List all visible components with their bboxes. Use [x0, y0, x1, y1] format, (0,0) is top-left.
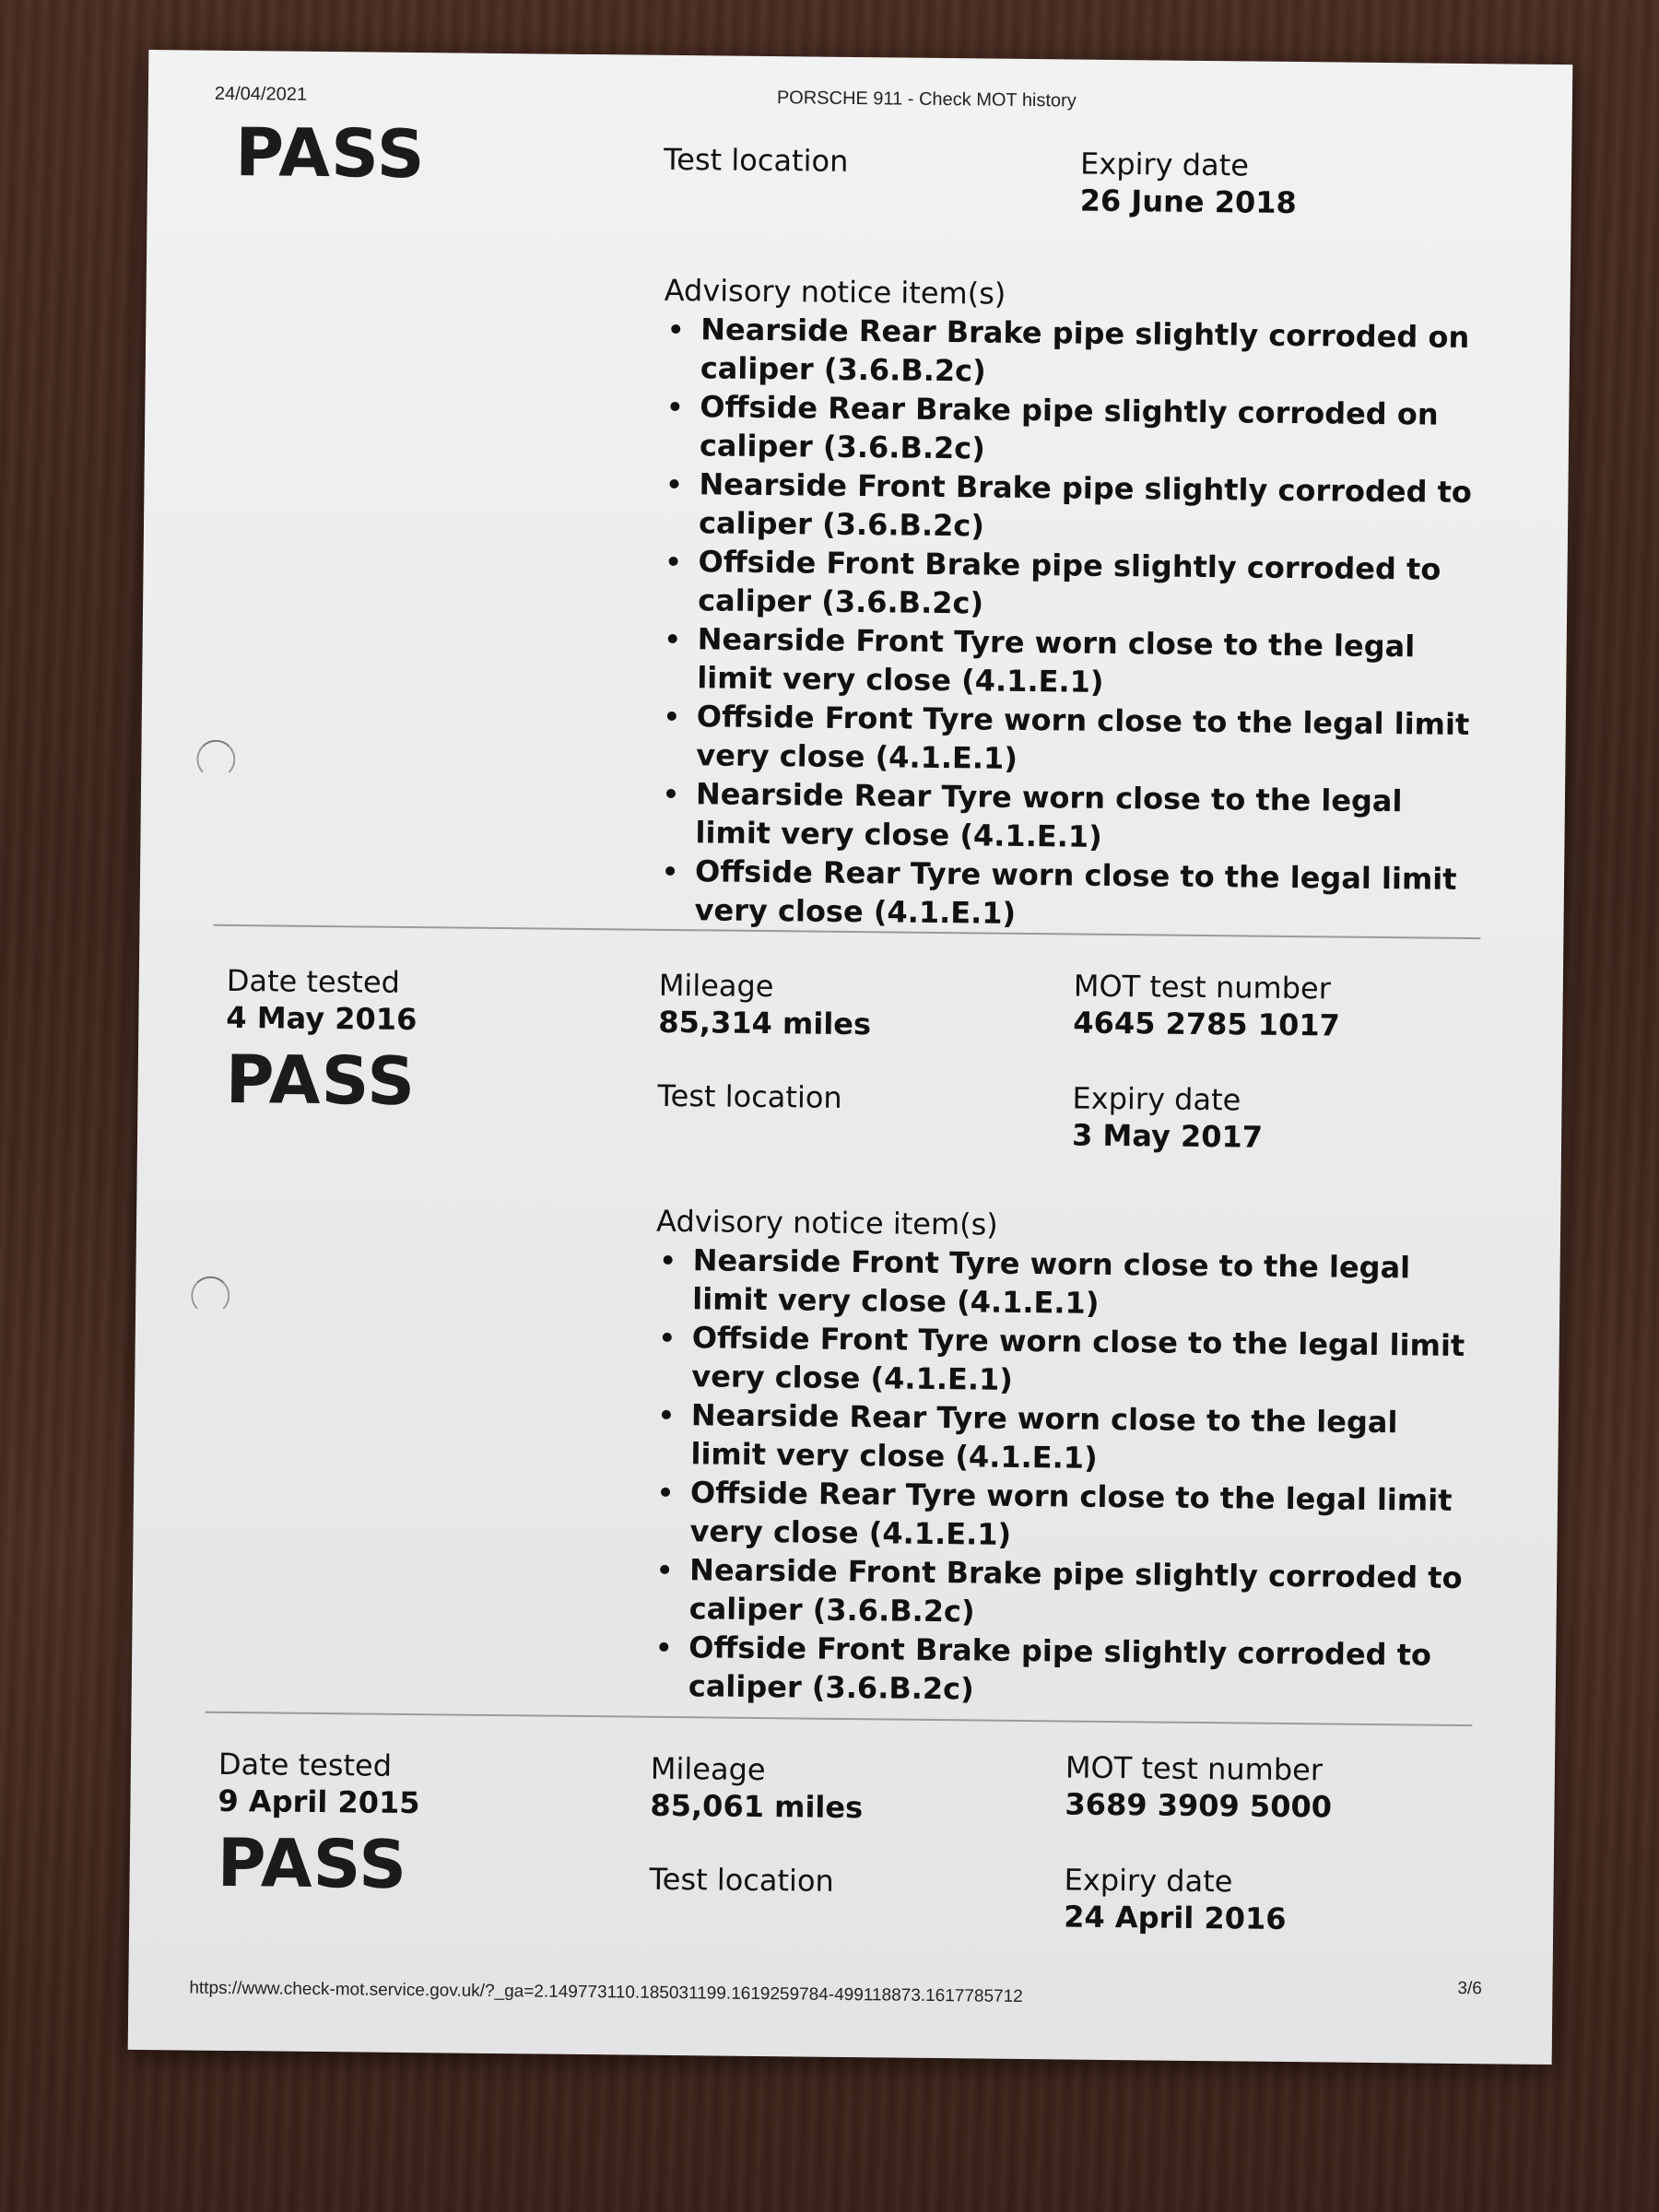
- record2-result: PASS: [225, 1040, 417, 1121]
- record3-mot-number-label: MOT test number: [1065, 1749, 1324, 1788]
- record2-mot-number-value: 4645 2785 1017: [1073, 1005, 1341, 1043]
- footer-url: https://www.check-mot.service.gov.uk/?_ga=2.149773110.185031199.1619259784-499118873.1617785712: [189, 1978, 1023, 2007]
- record3-mot-number-value: 3689 3909 5000: [1065, 1786, 1333, 1825]
- record2-mileage-label: Mileage: [658, 967, 774, 1005]
- advisory-item: Offside Front Tyre worn close to the legal limit very close (4.1.E.1): [659, 697, 1471, 782]
- advisory-item: Offside Rear Tyre worn close to the legal limit very close (4.1.E.1): [657, 852, 1469, 937]
- advisory-item: Nearside Front Brake pipe slightly corroded to caliper (3.6.B.2c): [662, 465, 1474, 550]
- punch-hole-mark: [196, 740, 235, 779]
- record3-test-location-label: Test location: [649, 1861, 834, 1899]
- record1-expiry-value: 26 June 2018: [1079, 182, 1297, 221]
- advisory-item: Nearside Rear Tyre worn close to the legal limit very close (4.1.E.1): [653, 1395, 1465, 1481]
- record1-advisory-list: [657, 310, 1475, 937]
- record3-result: PASS: [217, 1823, 408, 1904]
- advisory-item: Offside Front Brake pipe slightly corroded to caliper (3.6.B.2c): [661, 542, 1473, 628]
- record1-expiry-label: Expiry date: [1079, 146, 1250, 183]
- record3-date-tested-value: 9 April 2015: [218, 1783, 420, 1821]
- print-title: PORSCHE 911 - Check MOT history: [776, 88, 1077, 112]
- record2-expiry-value: 3 May 2017: [1071, 1117, 1264, 1155]
- advisory-item: Nearside Front Tyre worn close to the legal limit very close (4.1.E.1): [660, 619, 1472, 705]
- advisory-item: Offside Rear Brake pipe slightly corroded on caliper (3.6.B.2c): [663, 387, 1475, 473]
- section-divider: [206, 1712, 1473, 1726]
- record2-mot-number-label: MOT test number: [1073, 968, 1332, 1006]
- record2-advisory-heading: Advisory notice item(s): [655, 1203, 998, 1242]
- record2-date-tested-label: Date tested: [226, 962, 401, 1000]
- print-date: 24/04/2021: [214, 83, 308, 105]
- page-number: 3/6: [1457, 1978, 1482, 1999]
- advisory-item: Nearside Rear Tyre worn close to the legal limit very close (4.1.E.1): [658, 774, 1470, 860]
- record3-expiry-value: 24 April 2016: [1064, 1899, 1287, 1937]
- advisory-item: Offside Front Tyre worn close to the legal limit very close (4.1.E.1): [654, 1318, 1466, 1404]
- record1-test-location-label: Test location: [663, 141, 849, 179]
- advisory-item: Nearside Front Brake pipe slightly corroded to caliper (3.6.B.2c): [653, 1550, 1465, 1636]
- record3-date-tested-label: Date tested: [218, 1746, 393, 1783]
- punch-hole-mark: [191, 1277, 229, 1315]
- printed-page: [128, 50, 1573, 2065]
- record3-mileage-value: 85,061 miles: [650, 1787, 864, 1826]
- record3-expiry-label: Expiry date: [1064, 1862, 1233, 1900]
- record1-result: PASS: [234, 112, 427, 194]
- advisory-item: Nearside Front Tyre worn close to the legal limit very close (4.1.E.1): [655, 1241, 1467, 1326]
- advisory-item: Offside Front Brake pipe slightly corroded to caliper (3.6.B.2c): [652, 1628, 1464, 1713]
- record2-mileage-value: 85,314 miles: [658, 1004, 872, 1042]
- record2-date-tested-value: 4 May 2016: [226, 999, 418, 1038]
- record3-mileage-label: Mileage: [650, 1750, 766, 1788]
- record2-expiry-label: Expiry date: [1072, 1080, 1241, 1118]
- record2-test-location-label: Test location: [657, 1077, 842, 1115]
- advisory-item: Nearside Rear Brake pipe slightly corroded on caliper (3.6.B.2c): [664, 310, 1476, 395]
- record1-advisory-heading: Advisory notice item(s): [664, 272, 1006, 312]
- record2-advisory-list: [652, 1241, 1467, 1713]
- advisory-item: Offside Rear Tyre worn close to the legal limit very close (4.1.E.1): [653, 1473, 1465, 1559]
